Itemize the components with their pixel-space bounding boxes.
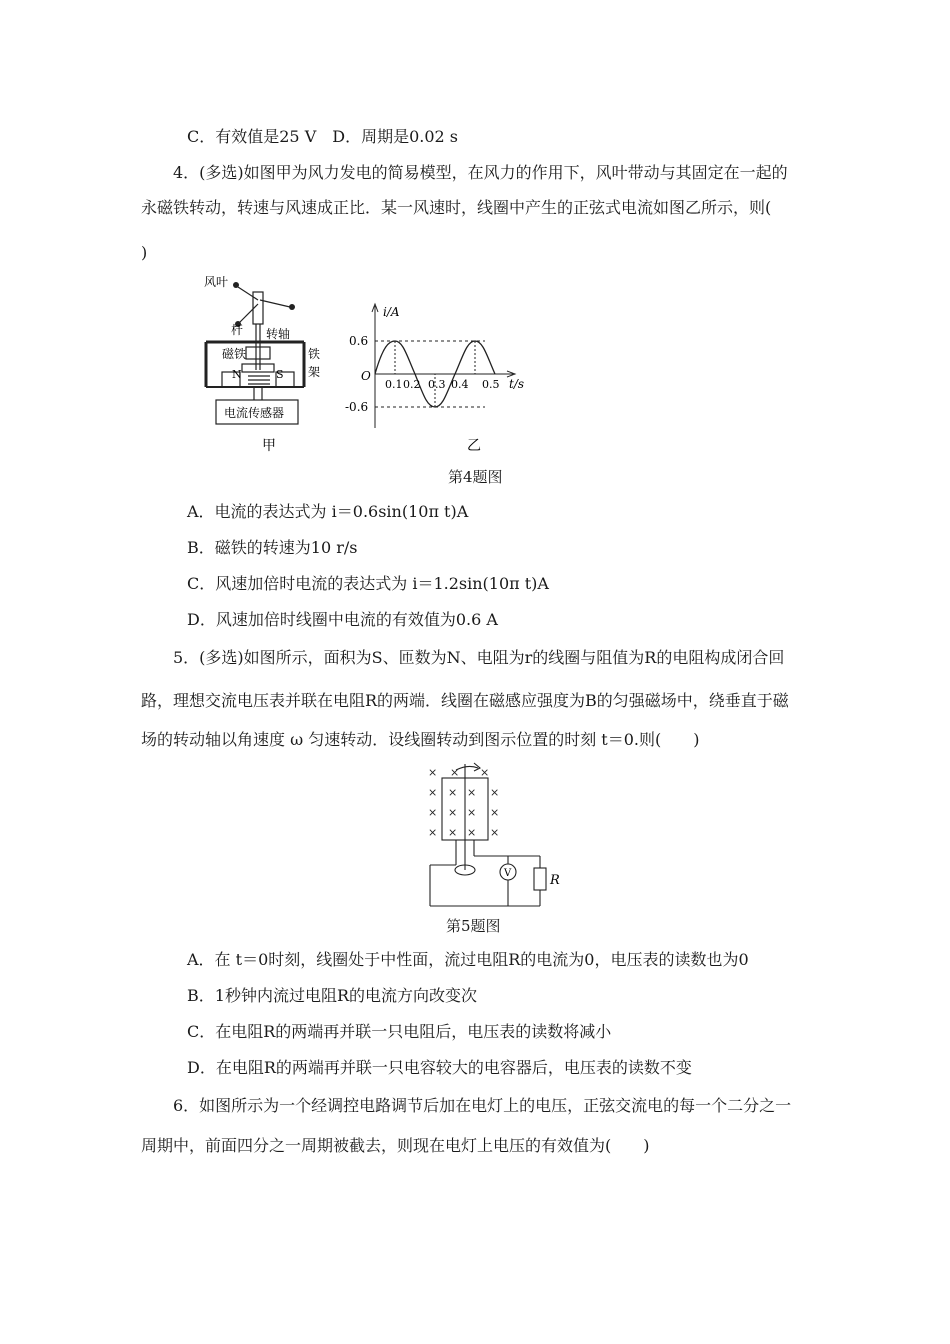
q4-stem-line1: 4．(多选)如图甲为风力发电的简易模型，在风力的作用下，风叶带动与其固定在一起的 <box>173 163 788 182</box>
q4-stem-line3: ) <box>141 243 148 262</box>
fig-caption-yi: 乙 <box>467 438 481 454</box>
wind-generator-diagram <box>196 272 326 457</box>
svg-text:×: × <box>428 806 438 819</box>
label-citie: 磁铁 <box>222 347 247 361</box>
x-tick: 0.1 <box>385 378 403 391</box>
q5-option-c: C．在电阻R的两端再并联一只电阻后，电压表的读数将减小 <box>187 1022 612 1041</box>
svg-text:×: × <box>448 806 458 819</box>
label-zhuanzhou: 转轴 <box>266 327 291 341</box>
label-n-pole: N <box>232 368 242 381</box>
svg-text:×: × <box>448 786 458 799</box>
q4-figure-caption: 第4题图 <box>448 468 503 486</box>
resistor <box>534 868 546 890</box>
q6-stem-line2: 周期中，前面四分之一周期被截去，则现在电灯上电压的有效值为( ) <box>141 1136 650 1155</box>
fig-caption-jia: 甲 <box>262 438 276 454</box>
svg-text:×: × <box>467 826 477 839</box>
rotating-coil-circuit <box>420 760 570 920</box>
voltmeter-label: V <box>504 868 512 879</box>
blade-rod-bottom <box>240 304 258 322</box>
y-tick-min: -0.6 <box>345 400 369 414</box>
x-axis-label: t/s <box>509 377 525 391</box>
resistor-label: R <box>550 873 560 888</box>
svg-text:×: × <box>490 806 500 819</box>
svg-text:×: × <box>467 806 477 819</box>
origin-label: O <box>361 369 371 383</box>
q3-options-cd: C．有效值是25 V D．周期是0.02 s <box>187 127 458 146</box>
label-s-pole: S <box>276 368 284 381</box>
y-axis-label: i/A <box>383 305 400 319</box>
y-tick-max: 0.6 <box>349 334 369 348</box>
q5-stem-line2: 路，理想交流电压表并联在电阻R的两端．线圈在磁感应强度为B的匀强磁场中，绕垂直于磁 <box>141 691 789 710</box>
svg-text:×: × <box>450 766 460 779</box>
q4-option-b: B．磁铁的转速为10 r/s <box>187 538 358 557</box>
svg-text:×: × <box>428 826 438 839</box>
label-fengye: 风叶 <box>204 275 229 289</box>
label-gan: 杆 <box>231 323 244 337</box>
label-tie: 铁 <box>308 347 321 361</box>
svg-text:×: × <box>490 826 500 839</box>
q4-option-d: D．风速加倍时线圈中电流的有效值为0.6 A <box>187 610 498 629</box>
current-time-graph <box>345 296 535 481</box>
q5-stem-line1: 5．(多选)如图所示，面积为S、匝数为N、电阻为r的线圈与阻值为R的电阻构成闭合回 <box>173 648 785 667</box>
svg-text:×: × <box>467 786 477 799</box>
x-tick: 0.4 <box>451 378 469 391</box>
q6-stem-line1: 6．如图所示为一个经调控电路调节后加在电灯上的电压，正弦交流电的每一个二分之一 <box>173 1096 792 1115</box>
svg-text:×: × <box>428 786 438 799</box>
q4-option-a: A．电流的表达式为 i＝0.6sin(10π t)A <box>187 502 469 521</box>
svg-text:×: × <box>490 786 500 799</box>
x-tick: 0.2 <box>403 378 421 391</box>
q4-stem-line2: 永磁铁转动，转速与风速成正比．某一风速时，线圈中产生的正弦式电流如图乙所示，则( <box>141 198 772 217</box>
svg-text:×: × <box>480 766 490 779</box>
x-tick: 0.3 <box>428 378 446 391</box>
svg-text:×: × <box>448 826 458 839</box>
label-sensor: 电流传感器 <box>224 406 285 420</box>
q4-option-c: C．风速加倍时电流的表达式为 i＝1.2sin(10π t)A <box>187 574 549 593</box>
x-tick: 0.5 <box>482 378 500 391</box>
blade-rod-right <box>260 300 290 307</box>
q5-option-b: B．1秒钟内流过电阻R的电流方向改变次 <box>187 986 477 1005</box>
label-jia: 架 <box>308 365 321 379</box>
q5-option-d: D．在电阻R的两端再并联一只电容较大的电容器后，电压表的读数不变 <box>187 1058 692 1077</box>
svg-text:×: × <box>428 766 438 779</box>
blade-rod-left <box>238 287 258 300</box>
q5-option-a: A．在 t＝0时刻，线圈处于中性面，流过电阻R的电流为0，电压表的读数也为0 <box>187 950 749 969</box>
q5-stem-line3: 场的转动轴以角速度 ω 匀速转动．设线圈转动到图示位置的时刻 t＝0.则( ) <box>141 730 700 749</box>
q5-figure-caption: 第5题图 <box>446 917 501 935</box>
